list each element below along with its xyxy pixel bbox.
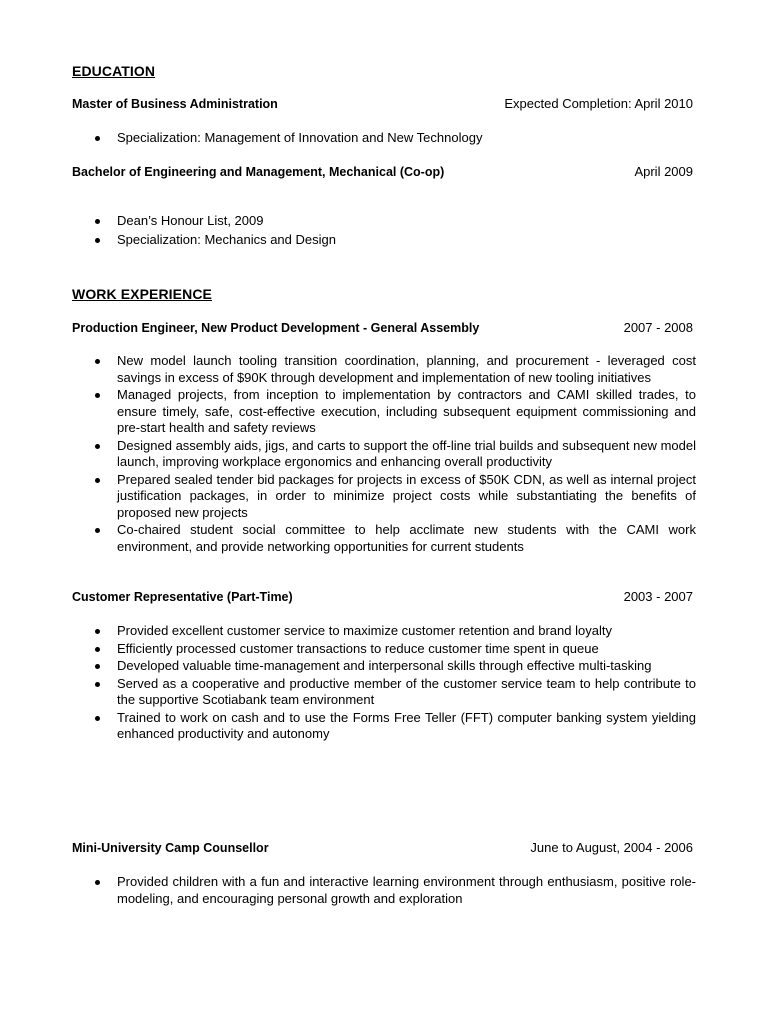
entry-date: April 2009: [634, 164, 693, 179]
list-item: Developed valuable time-management and interpersonal skills through effective multi-tasking: [72, 658, 696, 675]
education-entry-beng: [72, 164, 696, 181]
camp-counsellor-bullets: [72, 874, 696, 908]
entry-date: 2007 - 2008: [623, 320, 693, 335]
bullet-icon: [95, 716, 100, 721]
list-item: Specialization: Management of Innovation and New Technology: [72, 130, 696, 147]
work-entry-customer-representative: [72, 589, 696, 606]
entry-date: Expected Completion: April 2010: [504, 96, 693, 111]
list-item: Served as a cooperative and productive member of the customer service team to help contribute to the supportive Scotiabank team environment: [72, 676, 696, 709]
bullet-icon: [95, 528, 100, 533]
entry-date: June to August, 2004 - 2006: [530, 840, 693, 855]
bullet-icon: [95, 393, 100, 398]
list-item: Efficiently processed customer transactions to reduce customer time spent in queue: [72, 641, 696, 658]
work-entry-production-engineer: [72, 320, 696, 337]
bullet-icon: [95, 444, 100, 449]
bullet-icon: [95, 478, 100, 483]
entry-title: Customer Representative (Part-Time): [72, 590, 293, 604]
list-item: New model launch tooling transition coordination, planning, and procurement - leveraged cost savings in excess of $90K through development and implementation of new tooling initiatives: [72, 353, 696, 386]
bullet-icon: [95, 629, 100, 634]
bullet-icon: [95, 136, 100, 141]
bullet-icon: [95, 880, 100, 885]
list-item: Trained to work on cash and to use the Forms Free Teller (FFT) computer banking system yielding enhanced productivity and autonomy: [72, 710, 696, 743]
customer-representative-bullets: [72, 623, 696, 744]
list-item: Prepared sealed tender bid packages for projects in excess of $50K CDN, as well as internal project justification packages, in order to minimize project costs while substantiating the benefits of proposed new projects: [72, 472, 696, 522]
entry-date: 2003 - 2007: [623, 589, 693, 604]
education-entry-mba: [72, 96, 696, 113]
list-item: Managed projects, from inception to implementation by contractors and CAMI skilled trades, to ensure timely, safe, cost-effective execution, including subsequent equipment commissioning and pre-start health and safety reviews: [72, 387, 696, 437]
bullet-icon: [95, 647, 100, 652]
entry-title: Bachelor of Engineering and Management, Mechanical (Co-op): [72, 165, 445, 179]
work-entry-camp-counsellor: [72, 840, 696, 857]
bullet-icon: [95, 359, 100, 364]
list-item: Specialization: Mechanics and Design: [72, 232, 696, 249]
entry-title: Mini-University Camp Counsellor: [72, 841, 269, 855]
list-item: Provided excellent customer service to maximize customer retention and brand loyalty: [72, 623, 696, 640]
entry-title: Production Engineer, New Product Development - General Assembly: [72, 321, 480, 335]
list-item: Co-chaired student social committee to help acclimate new students with the CAMI work environment, and provide networking opportunities for current students: [72, 522, 696, 555]
education-mba-bullets: [72, 130, 696, 148]
entry-title: Master of Business Administration: [72, 97, 278, 111]
production-engineer-bullets: [72, 353, 696, 556]
bullet-icon: [95, 238, 100, 243]
bullet-icon: [95, 682, 100, 687]
bullet-icon: [95, 664, 100, 669]
list-item: Designed assembly aids, jigs, and carts to support the off-line trial builds and subsequent new model launch, improving workplace ergonomics and enhancing overall productivity: [72, 438, 696, 471]
list-item: Dean’s Honour List, 2009: [72, 213, 696, 230]
list-item: Provided children with a fun and interactive learning environment through enthusiasm, positive role-modeling, and encouraging personal growth and exploration: [72, 874, 696, 907]
education-beng-bullets: [72, 213, 696, 249]
work-experience-heading: WORK EXPERIENCE: [72, 286, 212, 302]
education-heading: EDUCATION: [72, 63, 156, 79]
bullet-icon: [95, 219, 100, 224]
